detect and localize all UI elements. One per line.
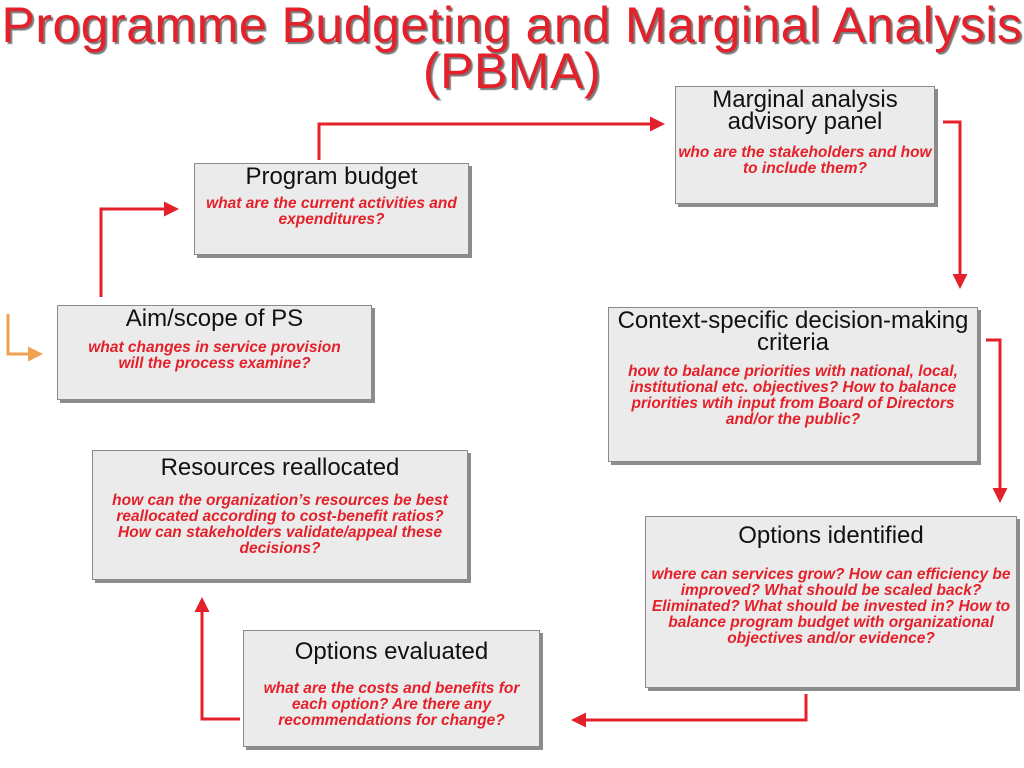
box-question: what changes in service provision will the process examine? — [88, 339, 341, 372]
box-decision-criteria — [608, 307, 978, 462]
box-heading: Marginal analysis advisory panel — [712, 86, 898, 135]
arrow-evaluated-to-resources — [202, 600, 240, 719]
box-heading: Program budget — [245, 163, 418, 190]
box-options-evaluated — [243, 630, 540, 747]
arrow-panel-to-criteria — [943, 122, 960, 286]
box-heading: Options evaluated — [294, 638, 489, 665]
box-question: what are the costs and benefits for each option? Are there any recommendations for change? — [263, 680, 520, 729]
box-question: who are the stakeholders and how to include them? — [678, 144, 932, 177]
arrow-options-identified-to-evaluated — [574, 694, 806, 720]
box-heading: Options identified — [738, 522, 924, 549]
box-question: where can services grow? How can efficiency be improved? What should be scaled back? Eliminated? What should be invested in? How to balance program budget with organizational objectives and/or evidence? — [651, 566, 1011, 647]
box-aim-scope — [57, 305, 372, 400]
box-marginal-analysis-panel — [675, 86, 935, 204]
arrow-entry — [8, 314, 40, 354]
box-question: how can the organization’s resources be best reallocated according to cost-benefit ratios? How can stakeholders validate/appeal these decisions? — [112, 492, 448, 557]
box-options-identified — [645, 516, 1017, 688]
arrow-criteria-to-options-identified — [986, 340, 1000, 500]
page-title: Programme Budgeting and Marginal Analysis (PBMA) — [1, 0, 1023, 99]
box-question: how to balance priorities with national, local, institutional etc. objectives? How to balance priorities wtih input from Board of Directors and/or the public? — [628, 363, 958, 428]
arrow-program-to-panel — [319, 124, 662, 160]
box-resources-reallocated — [92, 450, 468, 580]
box-heading: Resources reallocated — [160, 454, 400, 481]
box-program-budget — [194, 163, 469, 255]
box-heading: Context-specific decision-making criteria — [617, 307, 969, 356]
box-question: what are the current activities and expenditures? — [206, 195, 457, 228]
arrow-aim-to-program — [101, 209, 176, 297]
box-heading: Aim/scope of PS — [125, 305, 304, 332]
